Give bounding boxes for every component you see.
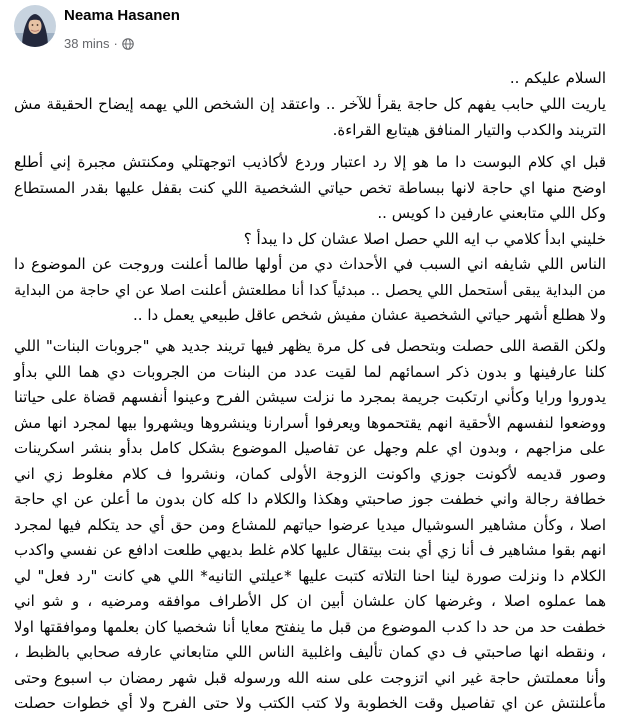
text-line-row	[14, 639, 606, 665]
text-line-row	[14, 65, 606, 91]
post-text	[14, 65, 606, 716]
text-line-row	[14, 277, 606, 303]
text-line-row	[14, 200, 606, 226]
text-line-row	[14, 588, 606, 614]
post-text-line: التريند والكدب والتيار المنافق هيتابع القراءة.	[332, 120, 606, 139]
post-text-line: خطافة رجالة واني خطفت جوز صاحبتي وهكذا والكلام دا كله كان بدون ما أعلن عن اي حاجة	[14, 490, 606, 508]
text-line-row	[14, 302, 606, 328]
post-text-line: وكل اللي متابعني عارفين دا كويس ..	[377, 204, 606, 222]
text-line-row	[14, 226, 606, 252]
text-line-row	[14, 175, 606, 201]
post-text-line: مأعلنتش عن اي تفاصيل وقت الخطوبة ولا كتب الكتب ولا حتى الفرح ولا أي خطوات حصلت	[14, 694, 606, 712]
post-meta	[64, 36, 134, 51]
post-text-line: على مزاجهم ، وبدون اي علم وجهل عن تفاصيل الموضوع بشكل كامل بدأو بنشر اسكرينات	[14, 439, 606, 457]
post-text-line: يدوروا ورايا وكأني ارتكبت جريمة بمجرد ما نزلت سيشن الفرح وعينوا أنفسهم قضاة على حياتنا	[14, 388, 606, 406]
post-paragraph	[14, 65, 606, 91]
post-paragraph	[14, 333, 606, 716]
post-text-line: من البداية يبقى أستحمل اللي يحصل .. مبدئياً كدا أنا مطلعتش أعلنت اصلا عن اي حاجة من البداية	[14, 281, 606, 299]
post-text-line: خطفت حد من حد دا كدب الموضوع من قبل ما ينفتح معايا أنا شخصيا كان بعلمها وموافقتها اولا	[14, 617, 606, 636]
post-text-line: خليني ابدأ كلامي ب ايه اللي حصل اصلا عشان كل دا يبدأ ؟	[243, 229, 606, 248]
post-text-line: انهم بقوا مشاهير ف أنا زي أي بنت بيتقال عليها كلام غلط بديهي طلعت ادافع عن نفسي واكدب	[14, 541, 606, 559]
text-line-row	[14, 486, 606, 512]
author-name-link[interactable]: Neama Hasanen	[64, 7, 180, 24]
post-text-line: ، ونقطه انها صاحبتي ف دي كمان تأليف واغلبية الناس اللي متابعاني عارفه صحابي بالظبط ،	[14, 643, 606, 661]
text-line-row	[14, 333, 606, 359]
text-line-row	[14, 614, 606, 640]
text-line-row	[14, 665, 606, 691]
profile-photo-icon	[14, 5, 56, 47]
globe-icon	[122, 38, 134, 50]
text-line-row	[14, 461, 606, 487]
post-text-line: ولا هطلع أشهر حياتي الشخصية عشان مفيش شخص عاقل طبيعي يعمل دا ..	[133, 306, 606, 324]
text-line-row	[14, 251, 606, 277]
text-line-row	[14, 117, 606, 143]
text-line-row	[14, 149, 606, 175]
text-line-row	[14, 91, 606, 117]
post-header	[0, 0, 620, 60]
post-paragraph	[14, 91, 606, 142]
post-text-line: الناس اللي شايفه اني السبب في الأحداث دي من أولها طالما أعلنت وروجت عن الموضوع دا	[14, 255, 606, 273]
text-line-row	[14, 359, 606, 385]
text-line-row	[14, 410, 606, 436]
author-avatar[interactable]	[14, 5, 56, 47]
post-text-line: السلام عليكم ..	[509, 69, 606, 87]
text-line-row	[14, 435, 606, 461]
post-text-line: ووضعوا لنفسهم الأحقية انهم يقتحموها ويعرفوا أسرارنا وينشروها ويشهروا بيها لمجرد انها مش	[14, 413, 606, 432]
post-paragraph	[14, 226, 606, 328]
post-text-line: اوضح منها اي حاجة لانها ببساطة تخص حياتي الشخصية اللي كنت بقفل عليها بقدر المستطاع	[14, 178, 606, 197]
text-line-row	[14, 512, 606, 538]
text-line-row	[14, 563, 606, 589]
post-text-line: اصلا ، وكأن مشاهير السوشيال ميديا عرضوا حياتهم للمشاع ومن حق أي حد يتكلم فيها لمجرد	[14, 515, 606, 534]
meta-separator: ·	[113, 36, 118, 51]
post-paragraph	[14, 149, 606, 226]
post-text-line: هما عملوه اصلا ، وغرضها كان علشان أبين ان كل الأطراف موافقه ومرضيه ، و شو اني	[14, 592, 606, 610]
post-text-line: وأنا معملتش حاجة غير اني اتزوجت على سنه الله ورسوله قبل شهر رمضان ب اسبوع وحتى	[14, 668, 606, 687]
text-line-row	[14, 384, 606, 410]
post-text-line: ياريت اللي حابب يفهم كل حاجة يقرأ للآخر .. واعتقد إن الشخص اللي يهمه إيضاح الحقيقة مش	[14, 95, 606, 113]
post-text-line: كلنا عارفينها و بدون ذكر اسمائهم لما لقيت عدد من البنات من الجروبات دي هما اللي بدأو	[14, 362, 606, 381]
post-text-line: ولكن القصة اللى حصلت وبتحصل فى كل مرة يظهر فيها تريند جديد هي "جروبات البنات" اللي	[14, 337, 606, 355]
post-text-line: وصور قديمه لأكونت جوزي واكونت الزوجة الأولى كمان، ونشروا ف كلام مغلوط زي اني	[14, 464, 606, 483]
post-text-line: قبل اي كلام البوست دا ما هو إلا رد اعتبار وردع لأكاذيب اتوجهتلي ومكنتش مجبرة إني أطلع	[14, 153, 606, 171]
post-text-line: الكلام دا ونزلت صورة لينا احنا التلاته كتبت عليها *عيلتي التانيه* اللي هي كانت "رد فعل" لي	[14, 566, 606, 585]
text-line-row	[14, 537, 606, 563]
post-timestamp-link[interactable]: 38 mins	[64, 36, 110, 51]
text-line-row	[14, 690, 606, 716]
